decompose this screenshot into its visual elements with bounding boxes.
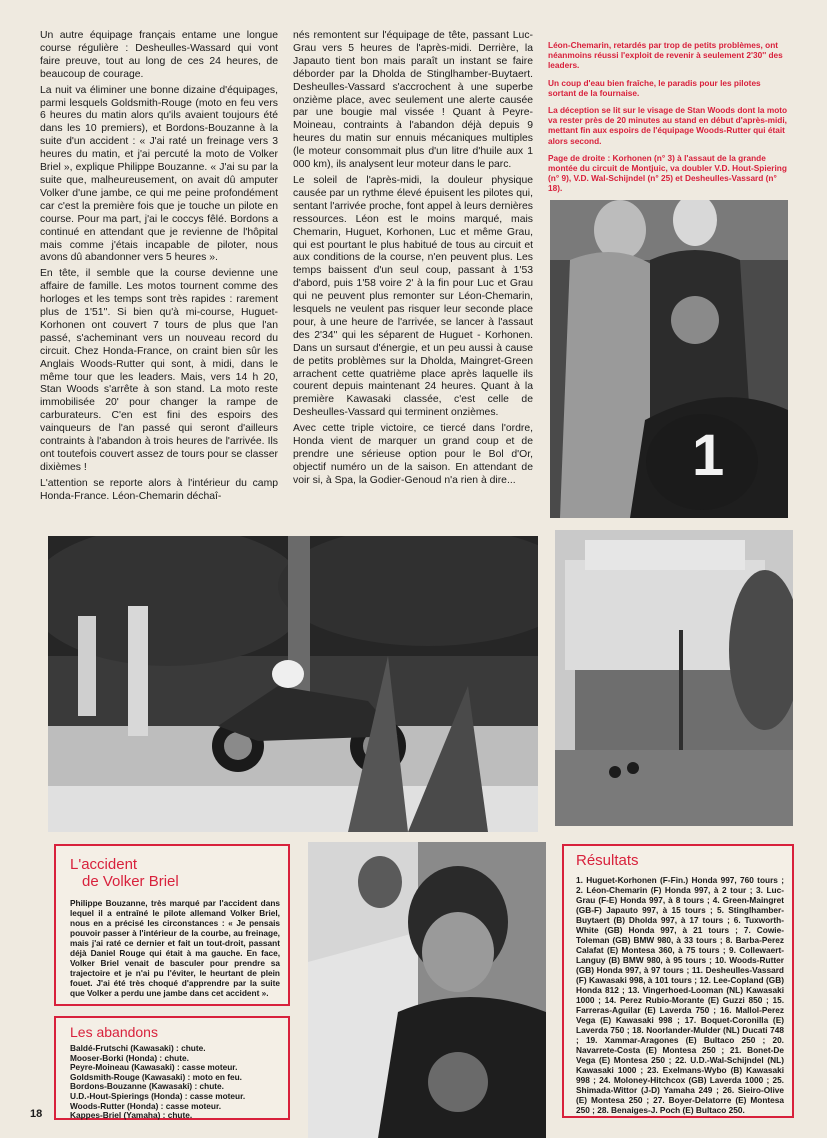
- accident-box-text: Philippe Bouzanne, très marqué par l'accident dans lequel il a entraîné le pilote allemand Volker Briel, nous en a précisé les circonstances : « Je pensais pouvoir passer à l'intérieur de la courbe, au freinage, mais j'ai raté ce dernier et fait un tout-droit, passant déjà Daniel Rouge qui était à ma gauche. En face, Volker Briel venait de basculer pour prendre sa trajectoire et je n'ai pu l'éviter, le heurtant de plein fouet. J'ai été très choqué d'apprendre par la suite que Volker a perdu une jambe dans cet accident ».: [70, 898, 280, 998]
- list-item: Bordons-Bouzanne (Kawasaki) : chute.: [70, 1081, 224, 1092]
- abandons-box-title: Les abandons: [70, 1024, 158, 1040]
- photo-riders-pit-illustration: [550, 200, 788, 518]
- paragraph: Le soleil de l'après-midi, la douleur physique causée par un rythme élevé épuisent les pilotes qui, sentant l'arrivée proche, font appel à leurs dernières ressources. Léon est le moins marqué, mais Chemarin, Huguet, Korhonen, Luc et même Grau, qui est pourtant le plus habitué de tous au circuit et aux conditions de la course, n'en peuvent plus. Les temps baissent d'un seul coup, passant à 1'53 d'abord, puis 1'58 voire 2' à la fin pour Luc et Grau qui ne peuvent plus remonter sur Léon-Chemarin, lesquels ne veulent pas risquer leur seconde place pour, à une heure de l'arrivée, se lancer à l'assaut des 2'34'' qui les séparent de Huguet - Korhonen. Dans un sursaut d'énergie, et un peu aussi à cause de petits problèmes sur la Dholda, Maingret-Green arrachent cette quatrième place après laquelle ils courent depuis maintenant 24 heures. Quant à la première Kawasaki classée, c'est celle de Desheulles-Vassard qui terminent onzièmes.: [293, 174, 533, 419]
- list-item: Peyre-Moineau (Kawasaki) : casse moteur.: [70, 1062, 238, 1073]
- list-item: Woods-Rutter (Honda) : casse moteur.: [70, 1100, 222, 1111]
- results-box: [562, 844, 794, 1118]
- accident-box-title: [56, 846, 288, 890]
- list-item: U.D.-Hout-Spierings (Honda) : casse moteur.: [70, 1090, 246, 1101]
- caption: Un coup d'eau bien fraîche, le paradis pour les pilotes sortant de la fournaise.: [548, 77, 761, 98]
- photo-montjuic-circuit-illustration: [555, 530, 793, 826]
- paragraph: En tête, il semble que la course devienne une affaire de famille. Les motos tournent comme des horloges et les temps sont très rapides : rarement plus de 1'51''. Si bien qu'à mi-course, Huguet-Korhonen ont couvert 7 tours de plus que l'an passé, s'acheminant vers un nouveau record du circuit. Chez Honda-France, on craint bien sûr les Anglais Woods-Rutter qui sont, à midi, dans le même tour que les leaders. Mais, vers 14 h 20, Stan Woods s'arrête à son stand. La moto reste immobilisée 20' pour changer la rampe de carburateurs. C'en est fini des espoirs des vainqueurs de l'an passé qui seront d'ailleurs contraints à l'abandon à trois heures de l'arrivée. Ils ont toutefois couvert assez de tours pour se classer dixièmes !: [40, 268, 278, 473]
- photo-captions: [548, 40, 788, 201]
- list-item: Mooser-Borki (Honda) : chute.: [70, 1052, 189, 1063]
- list-item: Goldsmith-Rouge (Kawasaki) : moto en feu.: [70, 1071, 242, 1082]
- abandons-box: [54, 1016, 290, 1120]
- paragraph: L'attention se reporte alors à l'intérieur du camp Honda-France. Léon-Chemarin déchaî-: [40, 477, 278, 502]
- paragraph: La nuit va éliminer une bonne dizaine d'équipages, parmi lesquels Goldsmith-Rouge (moto en feu vers 6 heures du matin alors qu'ils avaient toujours été dans les 10 premiers), et Bordons-Bouzanne à la suite d'un accident : « J'ai raté un freinage vers 3 heures du matin, et j'ai percuté la moto de Volker Briel », explique Philippe Bouzanne. « J'ai su par la suite que, malheureusement, on avait dû amputer Volker d'une jambe, ce qui me peine profondément car c'est la première fois que je touche un pilote en course. Pour ma part, j'ai le coccys fêlé. Bordons a continué en attendant que je revienne de l'hôpital mais comme j'étais incapable de piloter, nous avons dû abandonner vers 5 heures ».: [40, 84, 278, 264]
- photo-motorcycle-race: [48, 536, 538, 832]
- results-box-title: Résultats: [576, 852, 639, 869]
- abandons-list: [56, 1044, 288, 1121]
- photo-motorcycle-race-illustration: [48, 536, 538, 832]
- page-number: 18: [30, 1108, 43, 1120]
- caption: Léon-Chemarin, retardés par trop de petits problèmes, ont néanmoins réussi l'exploit de revenir à seulement 2'30'' des leaders.: [548, 40, 783, 71]
- accident-title-line1: L'accident: [70, 856, 138, 873]
- photo-rider-drinking: [308, 842, 546, 1138]
- paragraph: nés remontent sur l'équipage de tête, passant Luc-Grau vers 5 heures de l'après-midi. Derrière, la Japauto tient bon mais paraît un instant se faire déborder par la Dholda de Stinglhamber-Buytaert. Desheulles-Vassard s'accrochent à une superbe onzième place, avec seulement une alerte causée par une bougie mal vissée ! Quant à Peyre-Moineau, contraints à l'abandon déjà depuis 9 heures du matin sur ennuis mécaniques multiples (le moteur consommait plus d'un litre d'huile aux 1 000 km), ils analysent leur moteur dans le parc.: [293, 30, 533, 171]
- article-column-1: [40, 30, 278, 507]
- photo-riders-pit: [550, 200, 788, 518]
- accident-title-line2: de Volker Briel: [82, 873, 179, 890]
- paragraph: Un autre équipage français entame une longue course régulière : Desheulles-Wassard qui vont faire preuve, tout au long de ces 24 heures, de beaucoup de courage.: [40, 30, 278, 80]
- photo-rider-drinking-illustration: [308, 842, 546, 1138]
- list-item: Kappes-Briel (Yamaha) : chute.: [70, 1110, 193, 1121]
- race-number: 1: [692, 423, 725, 488]
- caption: La déception se lit sur le visage de Stan Woods dont la moto va rester près de 20 minutes au stand en début d'après-midi, mettant fin aux espoirs de l'équipage Woods-Rutter qui était alors second.: [548, 105, 788, 146]
- accident-box: [54, 844, 290, 1006]
- article-column-2: [293, 30, 533, 491]
- photo-montjuic-circuit: [555, 530, 793, 826]
- caption: Page de droite : Korhonen (n° 3) à l'assaut de la grande montée du circuit de Montjuic, va doubler V.D. Hout-Spiering (n° 9), V.D. Wal-Schijndel (n° 25) et Desheulles-Vassard (n° 18).: [548, 152, 787, 194]
- list-item: Baldé-Frutschi (Kawasaki) : chute.: [70, 1043, 206, 1053]
- paragraph: Avec cette triple victoire, ce tiercé dans l'ordre, Honda vient de marquer un grand coup et de prendre une sérieuse option pour le Bol d'Or, objectif numéro un de la saison. En attendant de voir si, à Spa, la Godier-Genoud n'a rien à dire...: [293, 423, 533, 486]
- results-box-text: 1. Huguet-Korhonen (F-Fin.) Honda 997, 760 tours ; 2. Léon-Chemarin (F) Honda 997, à 2 tour ; 3. Luc-Grau (F-E) Honda 997, à 8 tours ; 4. Green-Maingret (GB-F) Japauto 997, à 15 tours ; 5. Stinglhamber-Buytaert (B) Dholda 997, à 17 tours ; 6. Tuxworth-White (GB) Honda 997, à 21 tours ; 7. Cowie-Toleman (GB) BMW 980, à 33 tours ; 8. Barba-Perez Calafat (E) Montesa 360, à 75 tours ; 9. Collewaert-Languy (B) BMW 980, à 95 tours ; 10. Woods-Rutter (GB) Honda 997, à 97 tours ; 11. Desheulles-Vassard (F) Kawasaki 998, à 101 tours ; 12. Lee-Copland (GB) Honda 812 ; 13. Vingerhoed-Looman (NL) Kawasaki 1000 ; 14. Perez Rubio-Morante (E) Guzzi 850 ; 15. Farreras-Aguilar (E) Laverda 750 ; 16. Mallol-Perez Vega (E) Kawasaki 998 ; 17. Boquet-Coronilla (E) Laverda 750 ; 18. Noorlander-Mulder (NL) Ducati 748 ; 19. Xammar-Aragones (E) Bultaco 250 ; 20. Navarrete-Costa (E) Montesa 250 ; 21. Bonet-De Vega (E) Montesa 250 ; 22. U.D.-Wal-Schijndel (NL) Kawasaki 1000 ; 23. Exelmans-Wybo (B) Kawasaki 998 ; 24. Moloney-Hitchcox (GB) Laverda 1000 ; 25. Shimada-Wittor (J-D) Yamaha 249 ; 26. Sieiro-Olive (E) Montesa 250 ; 27. Boyer-Delatorre (E) Montesa 250 ; 28. Benaiges-J. Poch (E) Bultaco 250.: [576, 875, 784, 1115]
